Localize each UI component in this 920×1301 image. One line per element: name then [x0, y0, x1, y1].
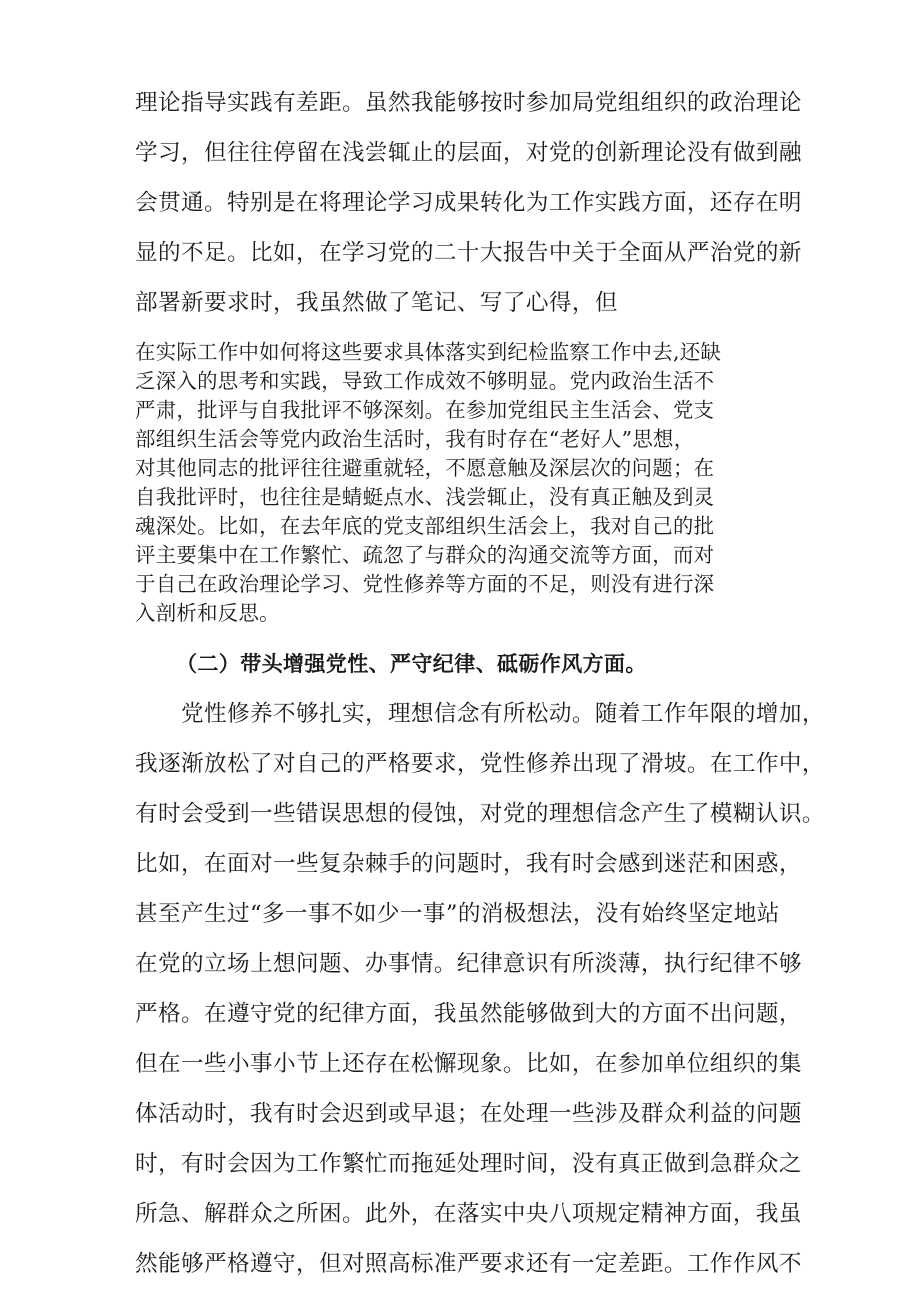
paragraph-2-line-7: 魂深处。比如，在去年底的党支部组织生活会上，我对自己的批: [135, 514, 715, 538]
paragraph-3-line-2: 我逐渐放松了对自己的严格要求，党性修养出现了滑坡。在工作中，: [135, 751, 825, 777]
paragraph-1-line-4: 显的不足。比如，在学习党的二十大报告中关于全面从严治党的新: [135, 240, 802, 266]
paragraph-3-line-11: 所急、解群众之所困。此外，在落实中央八项规定精神方面，我虽: [135, 1201, 802, 1227]
paragraph-3-line-7: 严格。在遵守党的纪律方面，我虽然能够做到大的方面不出问题，: [135, 1001, 802, 1027]
paragraph-2-line-5: 对其他同志的批评往往避重就轻，不愿意触及深层次的问题；在: [135, 456, 715, 480]
paragraph-1-line-2: 学习，但往往停留在浅尝辄止的层面，对党的创新理论没有做到融: [135, 140, 802, 166]
paragraph-1-line-5: 部署新要求时，我虽然做了笔记、写了心得，但: [135, 290, 618, 316]
paragraph-2-line-6: 自我批评时，也往往是蜻蜓点水、浅尝辄止，没有真正触及到灵: [135, 485, 715, 509]
paragraph-3-line-12: 然能够严格遵守，但对照高标准严要求还有一定差距。工作作风不: [135, 1251, 802, 1277]
paragraph-3-line-8: 但在一些小事小节上还存在松懈现象。比如，在参加单位组织的集: [135, 1051, 802, 1077]
paragraph-1-line-1: 理论指导实践有差距。虽然我能够按时参加局党组组织的政治理论: [135, 90, 802, 116]
paragraph-3-line-6: 在党的立场上想问题、办事情。纪律意识有所淡薄，执行纪律不够: [135, 951, 802, 977]
paragraph-3-line-5: 甚至产生过“多一事不如少一事”的消极想法，没有始终坚定地站: [135, 901, 780, 927]
paragraph-2-line-10: 入剖析和反思。: [135, 601, 280, 625]
paragraph-2-line-1: 在实际工作中如何将这些要求具体落实到纪检监察工作中去,还缺: [135, 340, 722, 364]
paragraph-3-line-4: 比如，在面对一些复杂棘手的问题时，我有时会感到迷茫和困惑，: [135, 851, 802, 877]
paragraph-3-line-10: 时，有时会因为工作繁忙而拖延处理时间，没有真正做到急群众之: [135, 1151, 802, 1177]
paragraph-3-line-3: 有时会受到一些错误思想的侵蚀，对党的理想信念产生了模糊认识。: [135, 801, 825, 827]
paragraph-2-line-4: 部组织生活会等党内政治生活时，我有时存在“老好人”思想，: [135, 427, 695, 451]
paragraph-2-line-2: 乏深入的思考和实践，导致工作成效不够明显。党内政治生活不: [135, 369, 715, 393]
paragraph-2-line-8: 评主要集中在工作繁忙、疏忽了与群众的沟通交流等方面，而对: [135, 543, 715, 567]
paragraph-2-line-9: 于自己在政治理论学习、党性修养等方面的不足，则没有进行深: [135, 572, 715, 596]
paragraph-3-line-1: 党性修养不够扎实，理想信念有所松动。随着工作年限的增加，: [181, 701, 825, 727]
section-heading: （二）带头增强党性、严守纪律、砥砺作风方面。: [176, 652, 647, 676]
paragraph-3-line-9: 体活动时，我有时会迟到或早退；在处理一些涉及群众利益的问题: [135, 1101, 802, 1127]
paragraph-1-line-3: 会贯通。特别是在将理论学习成果转化为工作实践方面，还存在明: [135, 190, 802, 216]
paragraph-2-line-3: 严肃，批评与自我批评不够深刻。在参加党组民主生活会、党支: [135, 398, 715, 422]
